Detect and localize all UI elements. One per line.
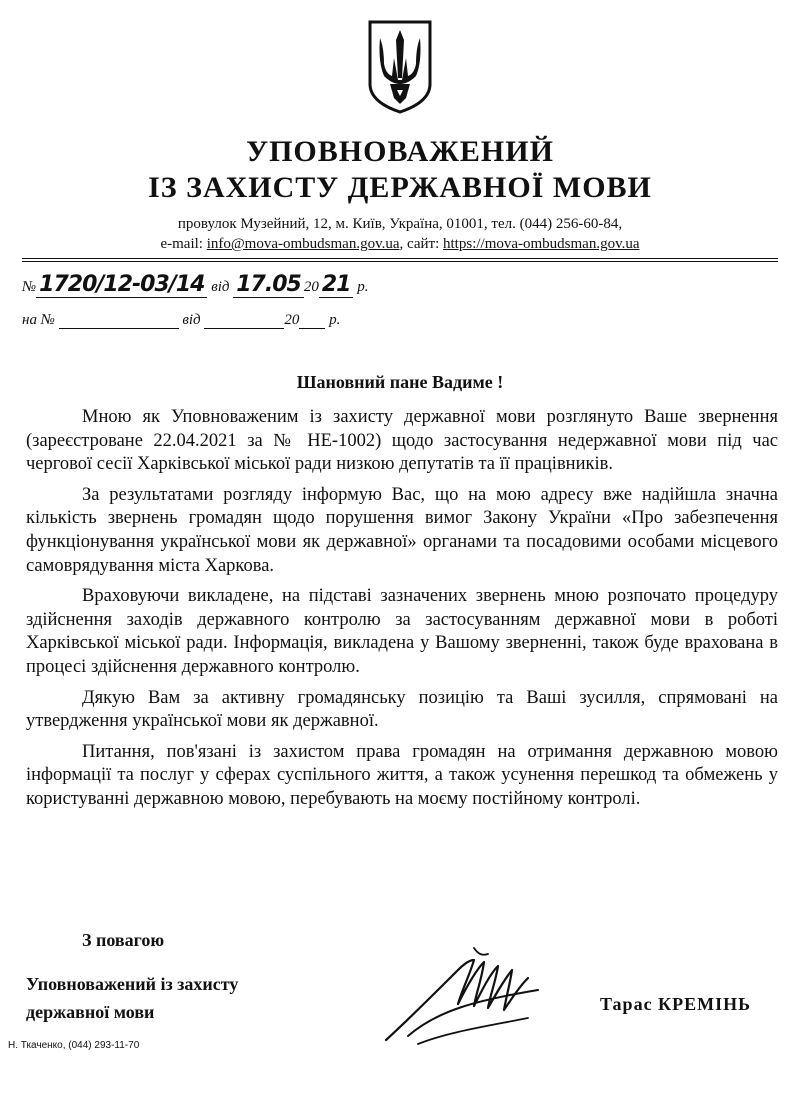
outgoing-reference	[22, 272, 368, 298]
executor-contact: Н. Ткаченко, (044) 293-11-70	[8, 1040, 140, 1051]
header-divider	[22, 258, 778, 262]
site-link[interactable]: https://mova-ombudsman.gov.ua	[443, 236, 640, 252]
org-contacts	[0, 234, 800, 254]
paragraph: Враховуючи викладене, на підставі зазначених звернень мною розпочато процедуру здійснення заходів державного контролю за застосуванням державної мови в роботі Харківської міської ради. Інформація, викладена у Вашому зверненні, також буде врахована в процесі здійснення державного контролю.	[26, 586, 778, 677]
signer-position-line2: державної мови	[26, 1002, 155, 1022]
reply-from-label: від	[182, 312, 201, 328]
paragraph: За результатами розгляду інформую Вас, що на мою адресу вже надійшла значна кількість звернень громадян щодо порушення вимог Закону України «Про забезпечення функціонування української мови як державної» органами та посадовими особами місцевого самоврядування міста Харкова.	[26, 484, 778, 576]
ref-no-value: 1720/12-03/14	[36, 272, 207, 298]
ref-year-suffix: р.	[357, 279, 369, 295]
signer-name: Тарас КРЕМІНЬ	[600, 994, 752, 1014]
paragraph: Мною як Уповноваженим із захисту державної мови розглянуто Ваше звернення (зареєстроване 22.04.2021 за № НЕ-1002) щодо застосування недержавної мови під час чергової сесії Харківської міської ради низкою депутатів та її працівників.	[26, 407, 778, 475]
paragraph: Питання, пов'язані із захистом права громадян на отримання державною мовою інформації та послуг у сферах суспільного життя, а також усунення перешкод та обмежень у користуванні державною мовою, перебувають на моєму постійному контролі.	[26, 741, 778, 809]
ref-date-value: 17.05	[233, 272, 304, 298]
reply-no-blank	[59, 314, 179, 329]
reply-year-blank	[299, 314, 325, 329]
reply-no-label: на №	[22, 312, 55, 328]
paragraph: Дякую Вам за активну громадянську позицію та Ваші зусилля, спрямовані на утвердження української мови як державної.	[26, 687, 778, 732]
reply-date-blank	[204, 314, 284, 329]
salutation: Шановний пане Вадиме !	[296, 372, 504, 392]
signer-position-line1: Уповноважений із захисту	[26, 974, 239, 994]
email-link[interactable]: info@mova-ombudsman.gov.ua	[206, 236, 400, 252]
handwritten-signature-icon	[378, 940, 548, 1050]
email-label: e-mail:	[160, 236, 203, 252]
closing-regards: З повагою	[82, 930, 165, 950]
trident-coat-of-arms-icon	[366, 18, 434, 116]
ref-from-label: від	[211, 279, 230, 295]
org-title-line2: ІЗ ЗАХИСТУ ДЕРЖАВНОЇ МОВИ	[148, 171, 652, 204]
org-address: провулок Музейний, 12, м. Київ, Україна, 01001, тел. (044) 256-60-84,	[177, 216, 623, 232]
reply-year-suffix: р.	[329, 312, 341, 328]
site-label: , сайт:	[399, 236, 440, 252]
ref-year-prefix: 20	[303, 279, 319, 295]
ref-no-label: №	[22, 279, 37, 295]
org-title-line1: УПОВНОВАЖЕНИЙ	[246, 135, 554, 168]
incoming-reference	[22, 312, 340, 329]
reply-year-prefix: 20	[284, 312, 300, 328]
ref-year-value: 21	[319, 272, 354, 298]
signer-position	[26, 970, 238, 1026]
letter-body	[26, 406, 778, 819]
